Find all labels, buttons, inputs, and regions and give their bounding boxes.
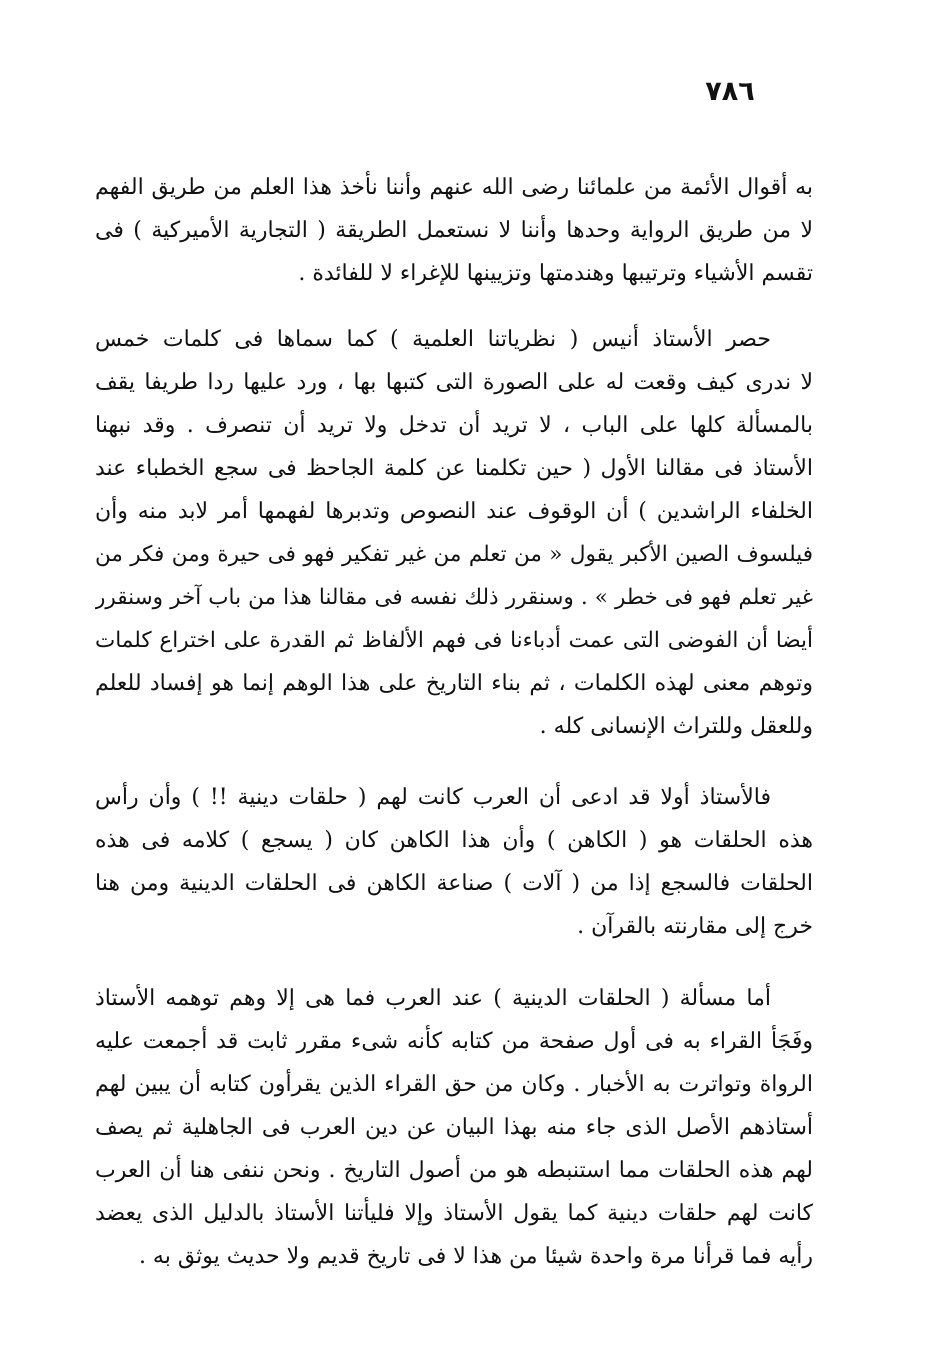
paragraph-4 — [95, 977, 813, 1278]
text-line: الأستاذ فى مقالنا الأول ( حين تكلمنا عن كلمة الجاحظ فى سجع الخطباء عند — [95, 456, 813, 481]
text-line: وتوهم معنى لهذه الكلمات ، ثم بناء التاريخ على هذا الوهم إنما هو إفساد للعلم — [95, 671, 813, 696]
text-line: بالمسألة كلها على الباب ، لا تريد أن تدخل ولا تريد أن تنصرف . وقد نبهنا — [95, 413, 813, 438]
text-line: كانت لهم حلقات دينية كما يقول الأستاذ وإلا فليأتنا الأستاذ بالدليل الذى يعضد — [95, 1201, 813, 1226]
text-line: حصر الأستاذ أنيس ( نظرياتنا العلمية ) كما سماها فى كلمات خمس — [95, 327, 771, 352]
text-line: لهم هذه الحلقات مما استنبطه هو من أصول التاريخ . ونحن ننفى هنا أن العرب — [95, 1158, 813, 1183]
text-line: رأيه فما قرأنا مرة واحدة شيئا من هذا لا فى تاريخ قديم ولا حديث يوثق به . — [138, 1244, 813, 1269]
text-line: غير تعلم فهو فى خطر » . وسنقرر ذلك نفسه فى مقالنا هذا من باب آخر وسنقرر — [95, 585, 813, 610]
paragraph-1 — [95, 166, 813, 295]
text-line: فيلسوف الصين الأكبر يقول « من تعلم من غير تفكير فهو فى حيرة ومن فكر من — [95, 542, 813, 567]
text-line: الحلقات فالسجع إذا من ( آلات ) صناعة الكاهن فى الحلقات الدينية ومن هنا — [95, 871, 813, 896]
text-line: لا ندرى كيف وقعت له على الصورة التى كتبها بها ، ورد عليها ردا طريفا يقف — [95, 370, 813, 395]
text-line: أما مسألة ( الحلقات الدينية ) عند العرب فما هى إلا وهم توهمه الأستاذ — [95, 986, 771, 1011]
text-line: الرواة وتواترت به الأخبار . وكان من حق القراء الذين يقرأون كتابه أن يبين لهم — [95, 1072, 813, 1097]
text-line: به أقوال الأئمة من علمائنا رضى الله عنهم وأننا نأخذ هذا العلم من طريق الفهم — [95, 175, 813, 200]
paragraph-3 — [95, 776, 813, 948]
text-line: خرج إلى مقارنته بالقرآن . — [577, 914, 813, 939]
text-line: لا من طريق الرواية وحدها وأننا لا نستعمل الطريقة ( التجارية الأميركية ) فى — [95, 218, 813, 243]
text-line: تقسم الأشياء وترتيبها وهندمتها وتزيينها للإغراء لا للفائدة . — [298, 261, 813, 286]
text-line: أيضا أن الفوضى التى عمت أدباءنا فى فهم الألفاظ ثم القدرة على اختراع كلمات — [95, 628, 813, 653]
text-line: الخلفاء الراشدين ) أن الوقوف عند النصوص وتدبرها لفهمها أمر لابد منه وأن — [95, 499, 813, 524]
page-number: ٧٨٦ — [705, 76, 755, 107]
paragraph-2 — [95, 318, 813, 748]
text-line: هذه الحلقات هو ( الكاهن ) وأن هذا الكاهن كان ( يسجع ) كلامه فى هذه — [95, 828, 813, 853]
text-line: فالأستاذ أولا قد ادعى أن العرب كانت لهم ( حلقات دينية !! ) وأن رأس — [95, 785, 771, 810]
text-line: وفَجَأ القراء به فى أول صفحة من كتابه كأنه شىء مقرر ثابت قد أجمعت عليه — [95, 1029, 813, 1054]
text-line: وللعقل وللتراث الإنسانى كله . — [539, 714, 813, 739]
text-line: أستاذهم الأصل الذى جاء منه بهذا البيان عن دين العرب فى الجاهلية ثم يصف — [95, 1115, 813, 1140]
